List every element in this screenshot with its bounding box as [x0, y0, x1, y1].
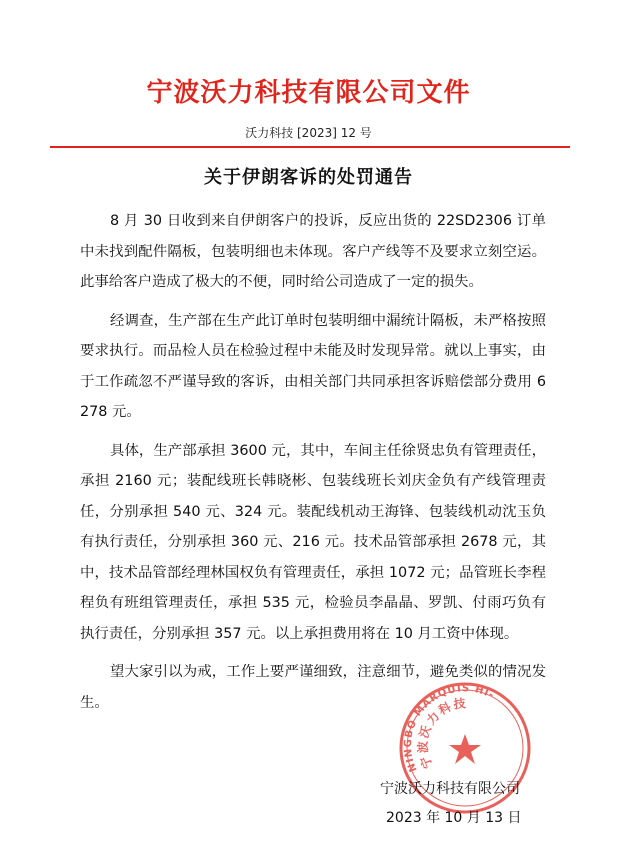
- header-divider: [50, 146, 570, 148]
- seal-inner-text: 宁波沃力科技: [415, 696, 469, 771]
- paragraph-investigation: 经调查，生产部在生产此订单时包装明细中漏统计隔板，未严格按照要求执行。而品检人员在检验过程中未能及时发现异常。就以上事实，由于工作疏忽不严谨导致的客诉，由相关部门共同承担客诉赔偿部分费用 6278 元。: [80, 312, 546, 420]
- signature-company: 宁波沃力科技有限公司: [380, 781, 520, 797]
- document-number: 沃力科技 [2023] 12 号: [245, 126, 372, 140]
- seal-outer-text: NINGBO MARQUIS HI-: [402, 683, 497, 774]
- signature-block: [380, 775, 560, 833]
- paragraph-penalty-details: 具体，生产部承担 3600 元，其中，车间主任徐贤忠负有管理责任，承担 2160 元；装配线班长韩晓彬、包装线班长刘庆金负有产线管理责任，分别承担 540 元、324 元。装配线机动王海锋、包装线机动沈玉负有执行责任，分别承担 360 元、216 元。技术品管部承担 2678 元，其中，技术品管部经理林国权负有管理责任，承担 1072 元；品管班长李程程负有班组管理责任，承担 535 元，检验员李晶晶、罗凯、付雨巧负有执行责任，分别承担 357 元。以上承担费用将在 10 月工资中体现。: [80, 442, 546, 642]
- notice-title: 关于伊朗客诉的处罚通告: [204, 167, 413, 188]
- notice-body: [80, 206, 546, 726]
- issuer-header: 宁波沃力科技有限公司文件: [146, 78, 471, 108]
- signature-date: 2023 年 10 月 13 日: [386, 810, 522, 826]
- paragraph-complaint: 8 月 30 日收到来自伊朗客户的投诉，反应出货的 22SD2306 订单中未找到配件隔板，包装明细也未体现。客户产线等不及要求立刻空运。此事给客户造成了极大的不便，同时给公司造成了一定的损失。: [80, 213, 546, 290]
- paragraph-warning: 望大家引以为戒，工作上要严谨细致，注意细节，避免类似的情况发生。: [80, 664, 546, 711]
